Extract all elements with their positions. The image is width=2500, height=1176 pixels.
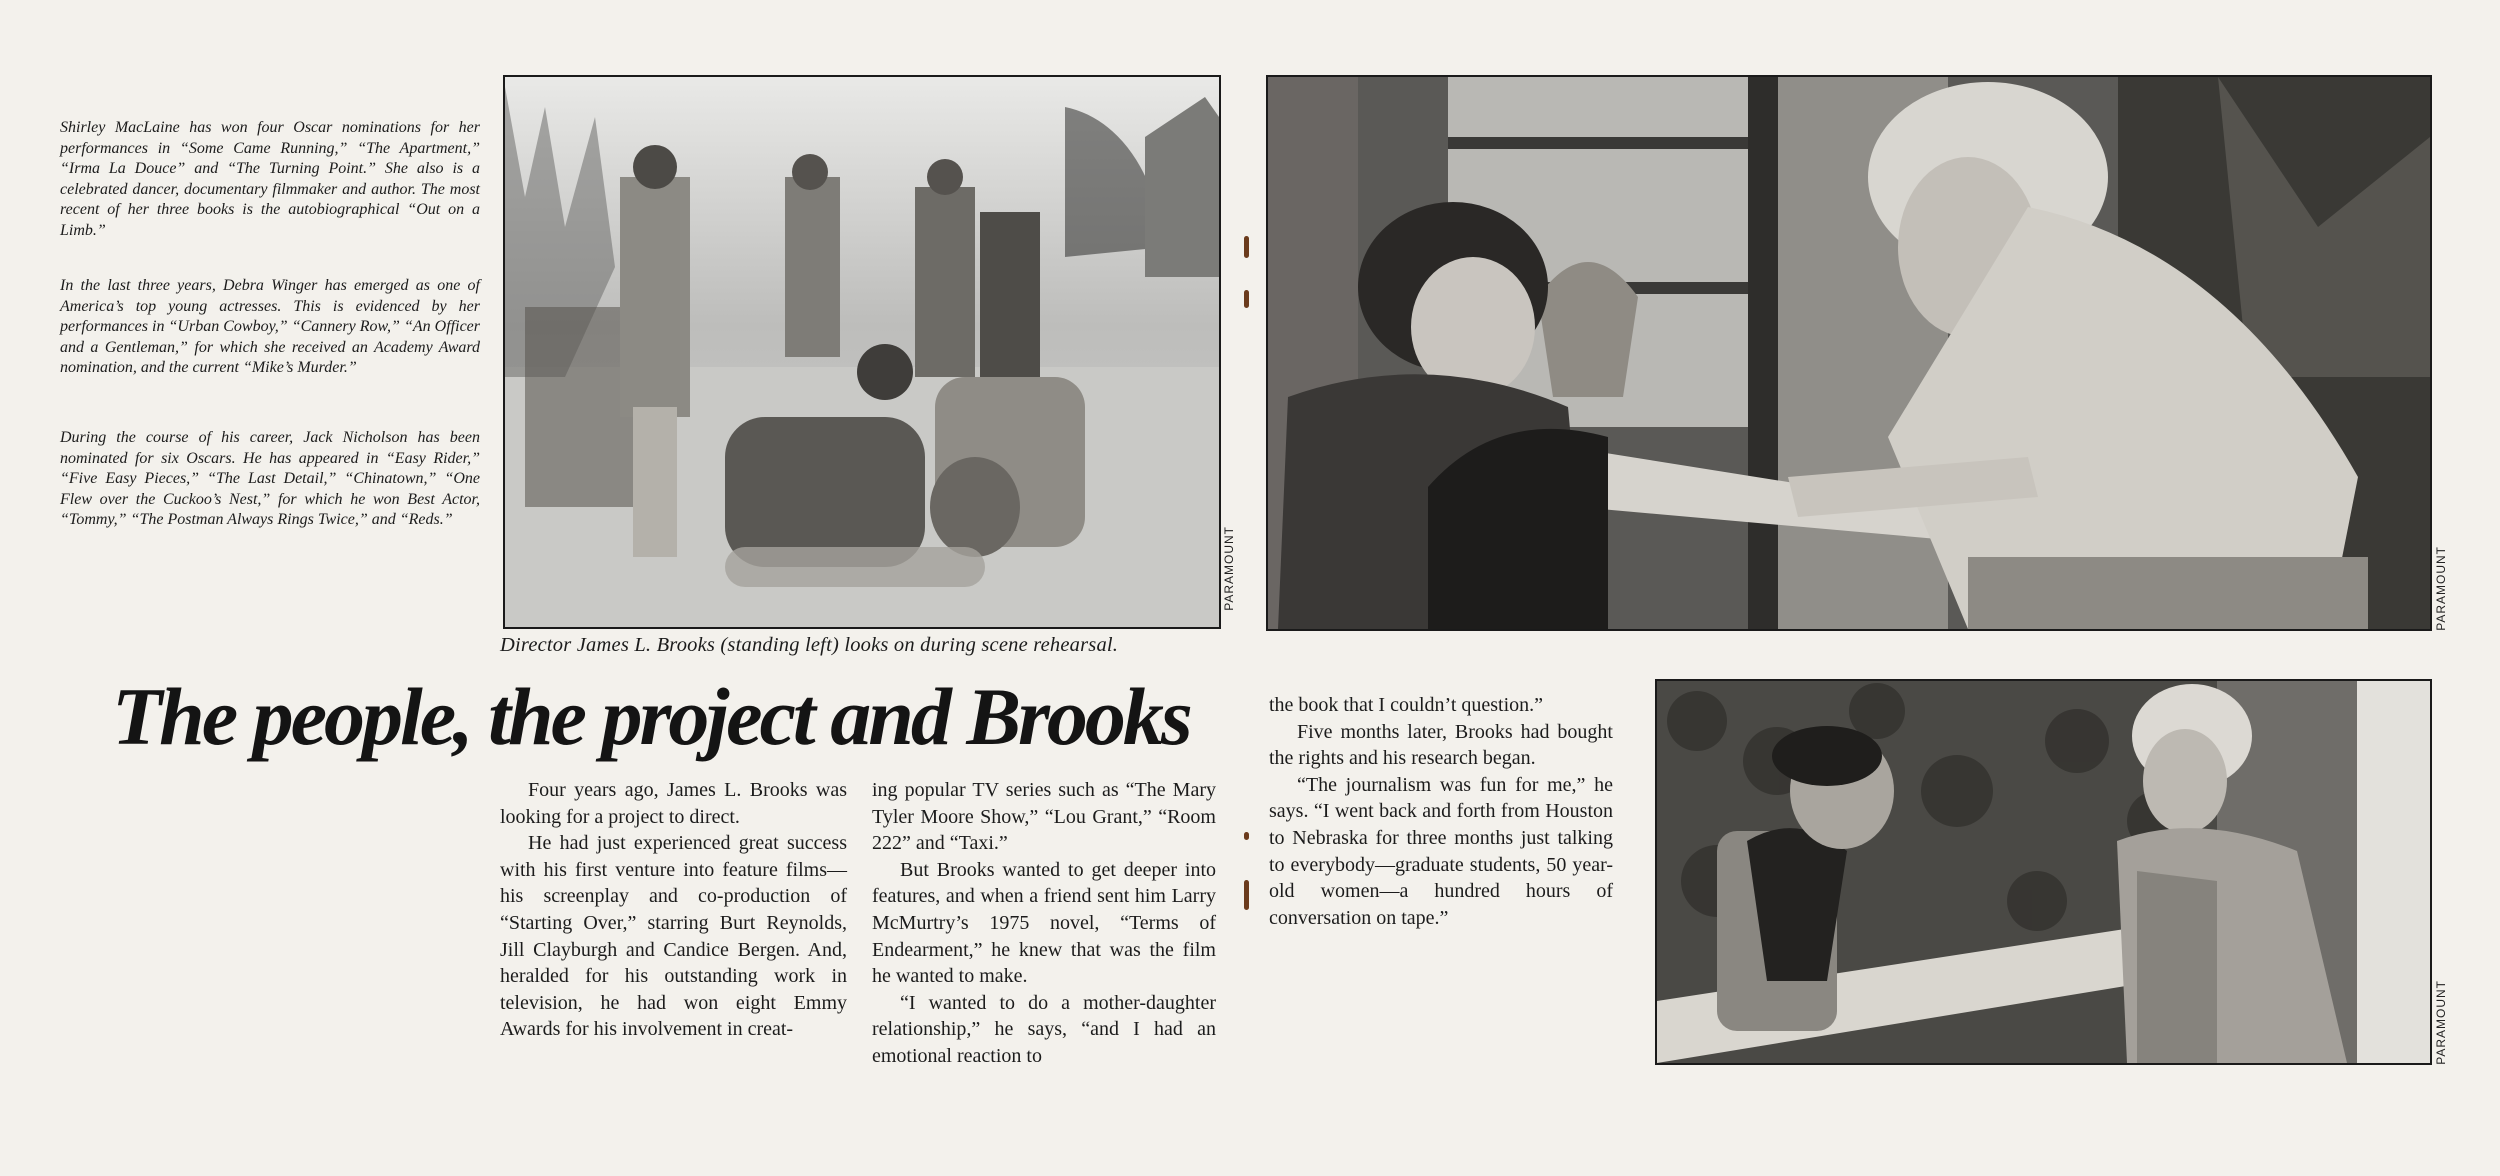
fold-mark-2 — [1244, 290, 1249, 308]
bio-debra-winger: In the last three years, Debra Winger has emerged as one of America’s top young actresses. This is evidenced by her performances in “Urban Cowboy,” “Cannery Row,” “An Officer and a Gentleman,” for which she received an Academy Award nomination, and the current “Mike’s Murder.” — [60, 277, 480, 376]
article-paragraph: the book that I couldn’t question.” — [1269, 694, 1544, 716]
photo-credit-1: PARAMOUNT — [1222, 526, 1236, 611]
fold-mark-1 — [1244, 236, 1249, 258]
article-column-1 — [500, 777, 847, 1043]
article-paragraph: ing popular TV series such as “The Mary Tyler Moore Show,” “Lou Grant,” “Room 222” and “Taxi.” — [872, 779, 1216, 855]
photo-credit-2: PARAMOUNT — [2434, 546, 2448, 631]
fold-mark-3 — [1244, 832, 1249, 840]
photo-nicholson-maclaine — [1655, 679, 2432, 1065]
article-paragraph: But Brooks wanted to get deeper into features, and when a friend sent him Larry McMurtry’s 1975 novel, “Terms of Endearment,” he knew that was the film he wanted to make. — [872, 858, 1216, 988]
article-paragraph: “I wanted to do a mother-daughter relationship,” he says, “and I had an emotional reaction to — [872, 991, 1216, 1067]
fold-mark-4 — [1244, 880, 1249, 910]
article-column-2 — [872, 777, 1216, 1070]
photo-set-rehearsal — [503, 75, 1221, 629]
article-paragraph: “The journalism was fun for me,” he says. “I went back and forth from Houston to Nebraska for three months just talking to everybody—graduate students, 50 year-old women—a hundred hours of conversation on tape.” — [1269, 773, 1613, 929]
bio-shirley-maclaine: Shirley MacLaine has won four Oscar nominations for her performances in “Some Came Running,” “The Apartment,” “Irma La Douce” and “The Turning Point.” She also is a celebrated dancer, documentary filmmaker and author. The most recent of her three books is the autobiographical “Out on a Limb.” — [60, 119, 480, 239]
article-paragraph: He had just experienced great success with his first venture into feature films—his screenplay and co-production of “Starting Over,” starring Burt Reynolds, Jill Clayburgh and Candice Bergen. And, heralded for his outstanding work in television, he had won eight Emmy Awards for his involvement in creat- — [500, 832, 847, 1041]
photo-winger-maclaine — [1266, 75, 2432, 631]
bio-jack-nicholson: During the course of his career, Jack Nicholson has been nominated for six Oscars. He has appeared in “Easy Rider,” “Five Easy Pieces,” “The Last Detail,” “Chinatown,” “One Flew over the Cuckoo’s Nest,” for which he won Best Actor, “Tommy,” “The Postman Always Rings Twice,” and “Reds.” — [60, 429, 480, 528]
photo-caption: Director James L. Brooks (standing left) looks on during scene rehearsal. — [500, 634, 1119, 656]
article-column-3 — [1269, 692, 1613, 931]
photo-credit-3: PARAMOUNT — [2434, 980, 2448, 1065]
headline: The people, the project and Brooks — [112, 671, 1190, 762]
article-paragraph: Five months later, Brooks had bought the rights and his research began. — [1269, 720, 1613, 770]
article-paragraph: Four years ago, James L. Brooks was looking for a project to direct. — [500, 779, 847, 828]
